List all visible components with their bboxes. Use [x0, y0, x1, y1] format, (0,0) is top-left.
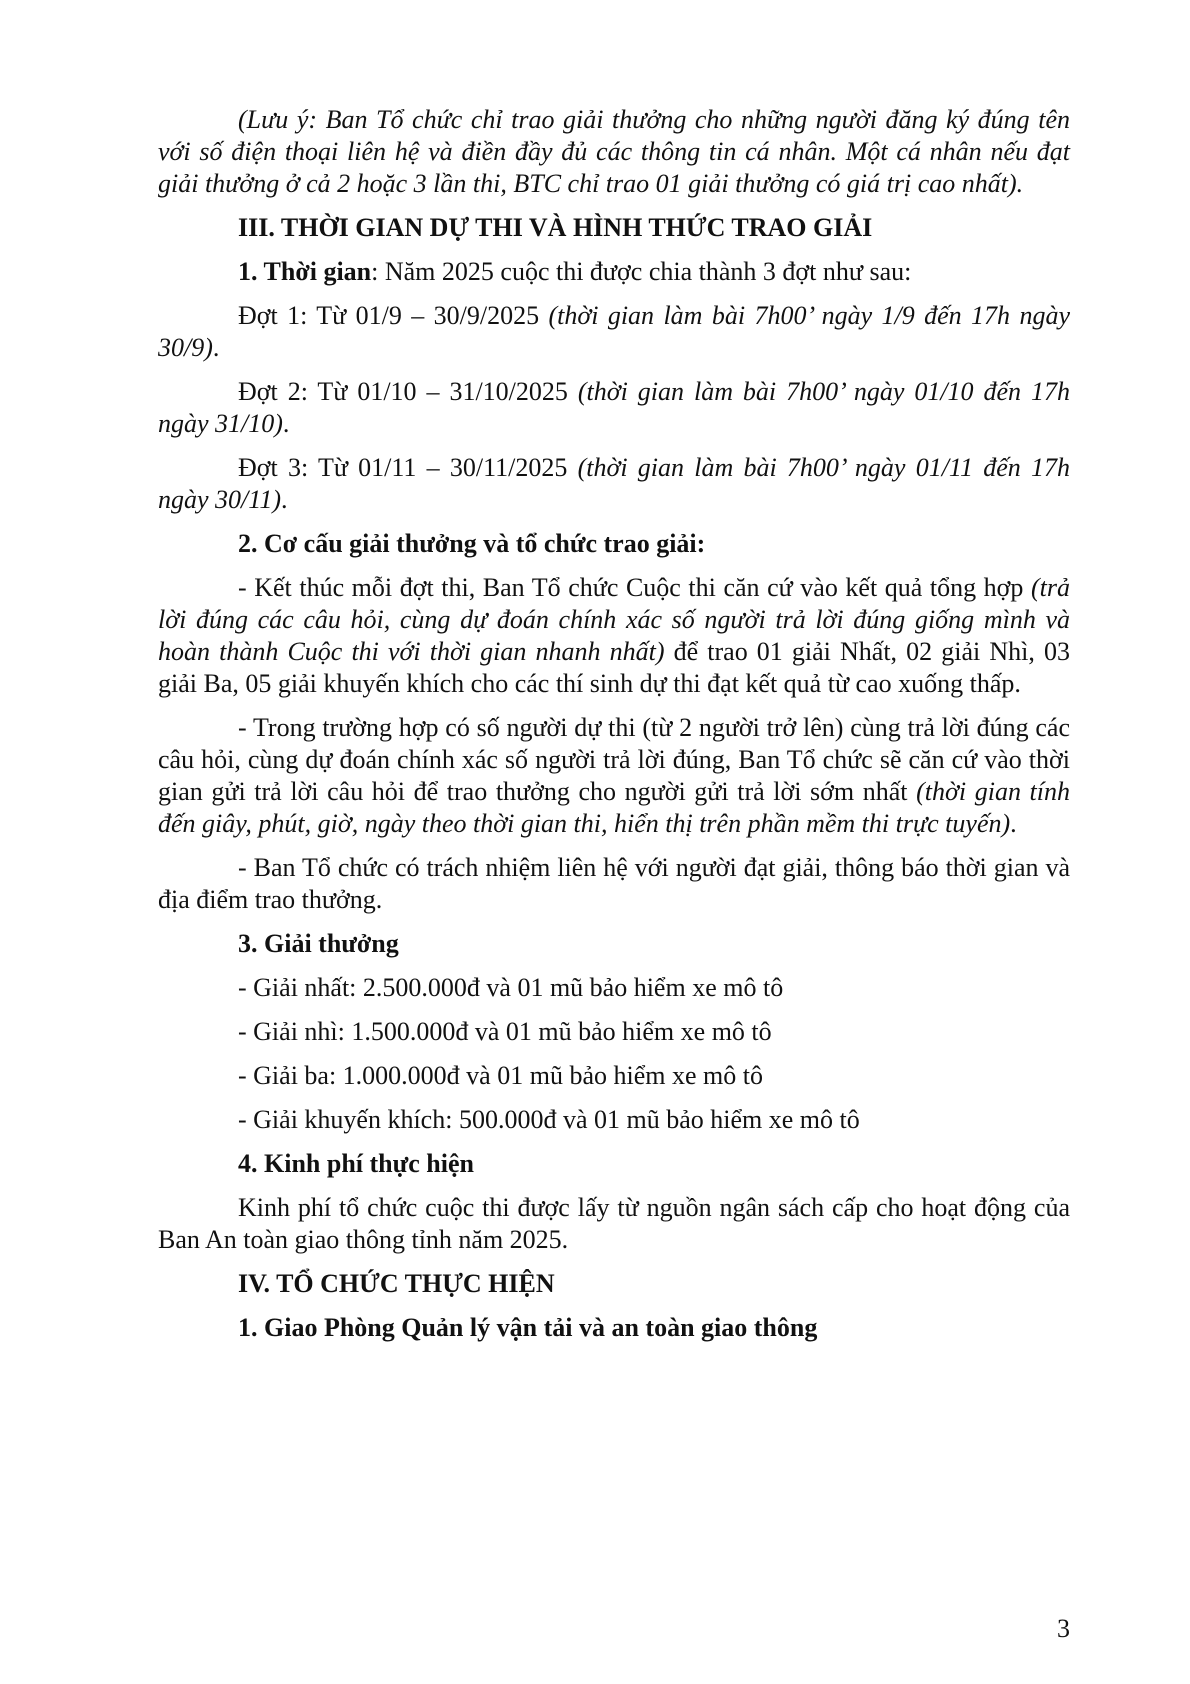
- prize-third: - Giải ba: 1.000.000đ và 01 mũ bảo hiểm xe mô tô: [238, 1061, 763, 1090]
- structure-p1-a: - Kết thúc mỗi đợt thi, Ban Tổ chức Cuộc thi căn cứ vào kết quả tổng hợp: [238, 573, 1031, 602]
- time-paragraph: [158, 256, 1070, 288]
- structure-paragraph-2: [158, 712, 1070, 840]
- structure-p2-italic: (thời gian tính đến giây, phút, giờ, ngày theo thời gian thi, hiển thị trên phần mềm thi trực tuyến): [158, 777, 1071, 838]
- round-3-end: .: [281, 485, 288, 514]
- prize-first: - Giải nhất: 2.500.000đ và 01 mũ bảo hiểm xe mô tô: [238, 973, 784, 1002]
- page-number: 3: [1057, 1614, 1070, 1643]
- section-4-title: IV. TỔ CHỨC THỰC HIỆN: [238, 1269, 555, 1298]
- structure-paragraph-3: - Ban Tổ chức có trách nhiệm liên hệ với người đạt giải, thông báo thời gian và địa điểm trao thưởng.: [158, 853, 1070, 914]
- prize-encouragement: - Giải khuyến khích: 500.000đ và 01 mũ bảo hiểm xe mô tô: [238, 1105, 860, 1134]
- structure-p1-b: để trao 01 giải Nhất, 02 giải Nhì, 03 giải Ba, 05 giải khuyến khích cho các thí sinh dự thi đạt kết quả từ cao xuống thấp.: [158, 637, 1070, 698]
- structure-p1-italic: (trả lời đúng các câu hỏi, cùng dự đoán chính xác số người trả lời đúng giống mình và hoàn thành Cuộc thi với thời gian nhanh nhất): [158, 573, 1070, 666]
- budget-title: 4. Kinh phí thực hiện: [238, 1149, 474, 1178]
- round-2: [158, 376, 1070, 440]
- budget-text: Kinh phí tổ chức cuộc thi được lấy từ nguồn ngân sách cấp cho hoạt động của Ban An toàn giao thông tỉnh năm 2025.: [158, 1193, 1070, 1254]
- round-1-text: Đợt 1: Từ 01/9 – 30/9/2025: [238, 301, 549, 330]
- structure-title: 2. Cơ cấu giải thưởng và tổ chức trao giải:: [238, 529, 706, 558]
- round-1-end: .: [212, 333, 220, 362]
- structure-p2-b: .: [1010, 809, 1017, 838]
- structure-p2-a: - Trong trường hợp có số người dự thi (từ 2 người trở lên) cùng trả lời đúng các câu hỏi, cùng dự đoán chính xác số người trả lời đúng, Ban Tổ chức sẽ căn cứ vào thời gian gửi trả lời câu hỏi để trao thưởng cho người gửi trả lời sớm nhất: [158, 713, 1070, 806]
- round-2-detail: (thời gian làm bài 7h00’ ngày 01/10 đến 17h ngày 31/10): [158, 377, 1070, 438]
- round-3-text: Đợt 3: Từ 01/11 – 30/11/2025: [238, 453, 578, 482]
- section-4-item-1: 1. Giao Phòng Quản lý vận tải và an toàn giao thông: [238, 1313, 818, 1342]
- round-3: [158, 452, 1070, 516]
- round-2-text: Đợt 2: Từ 01/10 – 31/10/2025: [238, 377, 578, 406]
- prize-second: - Giải nhì: 1.500.000đ và 01 mũ bảo hiểm xe mô tô: [238, 1017, 772, 1046]
- prize-title: 3. Giải thưởng: [238, 929, 399, 958]
- note-paragraph: (Lưu ý: Ban Tổ chức chỉ trao giải thưởng cho những người đăng ký đúng tên với số điện thoại liên hệ và điền đầy đủ các thông tin cá nhân. Một cá nhân nếu đạt giải thưởng ở cả 2 hoặc 3 lần thi, BTC chỉ trao 01 giải thưởng có giá trị cao nhất).: [158, 105, 1070, 198]
- round-2-end: .: [282, 409, 290, 438]
- round-1: [158, 300, 1070, 364]
- section-3-title: III. THỜI GIAN DỰ THI VÀ HÌNH THỨC TRAO GIẢI: [238, 213, 873, 242]
- document-page: [158, 104, 1070, 1356]
- round-1-detail: (thời gian làm bài 7h00’ ngày 1/9 đến 17h ngày 30/9): [158, 301, 1070, 362]
- time-text: : Năm 2025 cuộc thi được chia thành 3 đợt như sau:: [371, 257, 912, 286]
- structure-paragraph-1: [158, 572, 1070, 700]
- round-3-detail: (thời gian làm bài 7h00’ ngày 01/11 đến 17h ngày 30/11): [158, 453, 1070, 514]
- time-label: 1. Thời gian: [238, 257, 372, 286]
